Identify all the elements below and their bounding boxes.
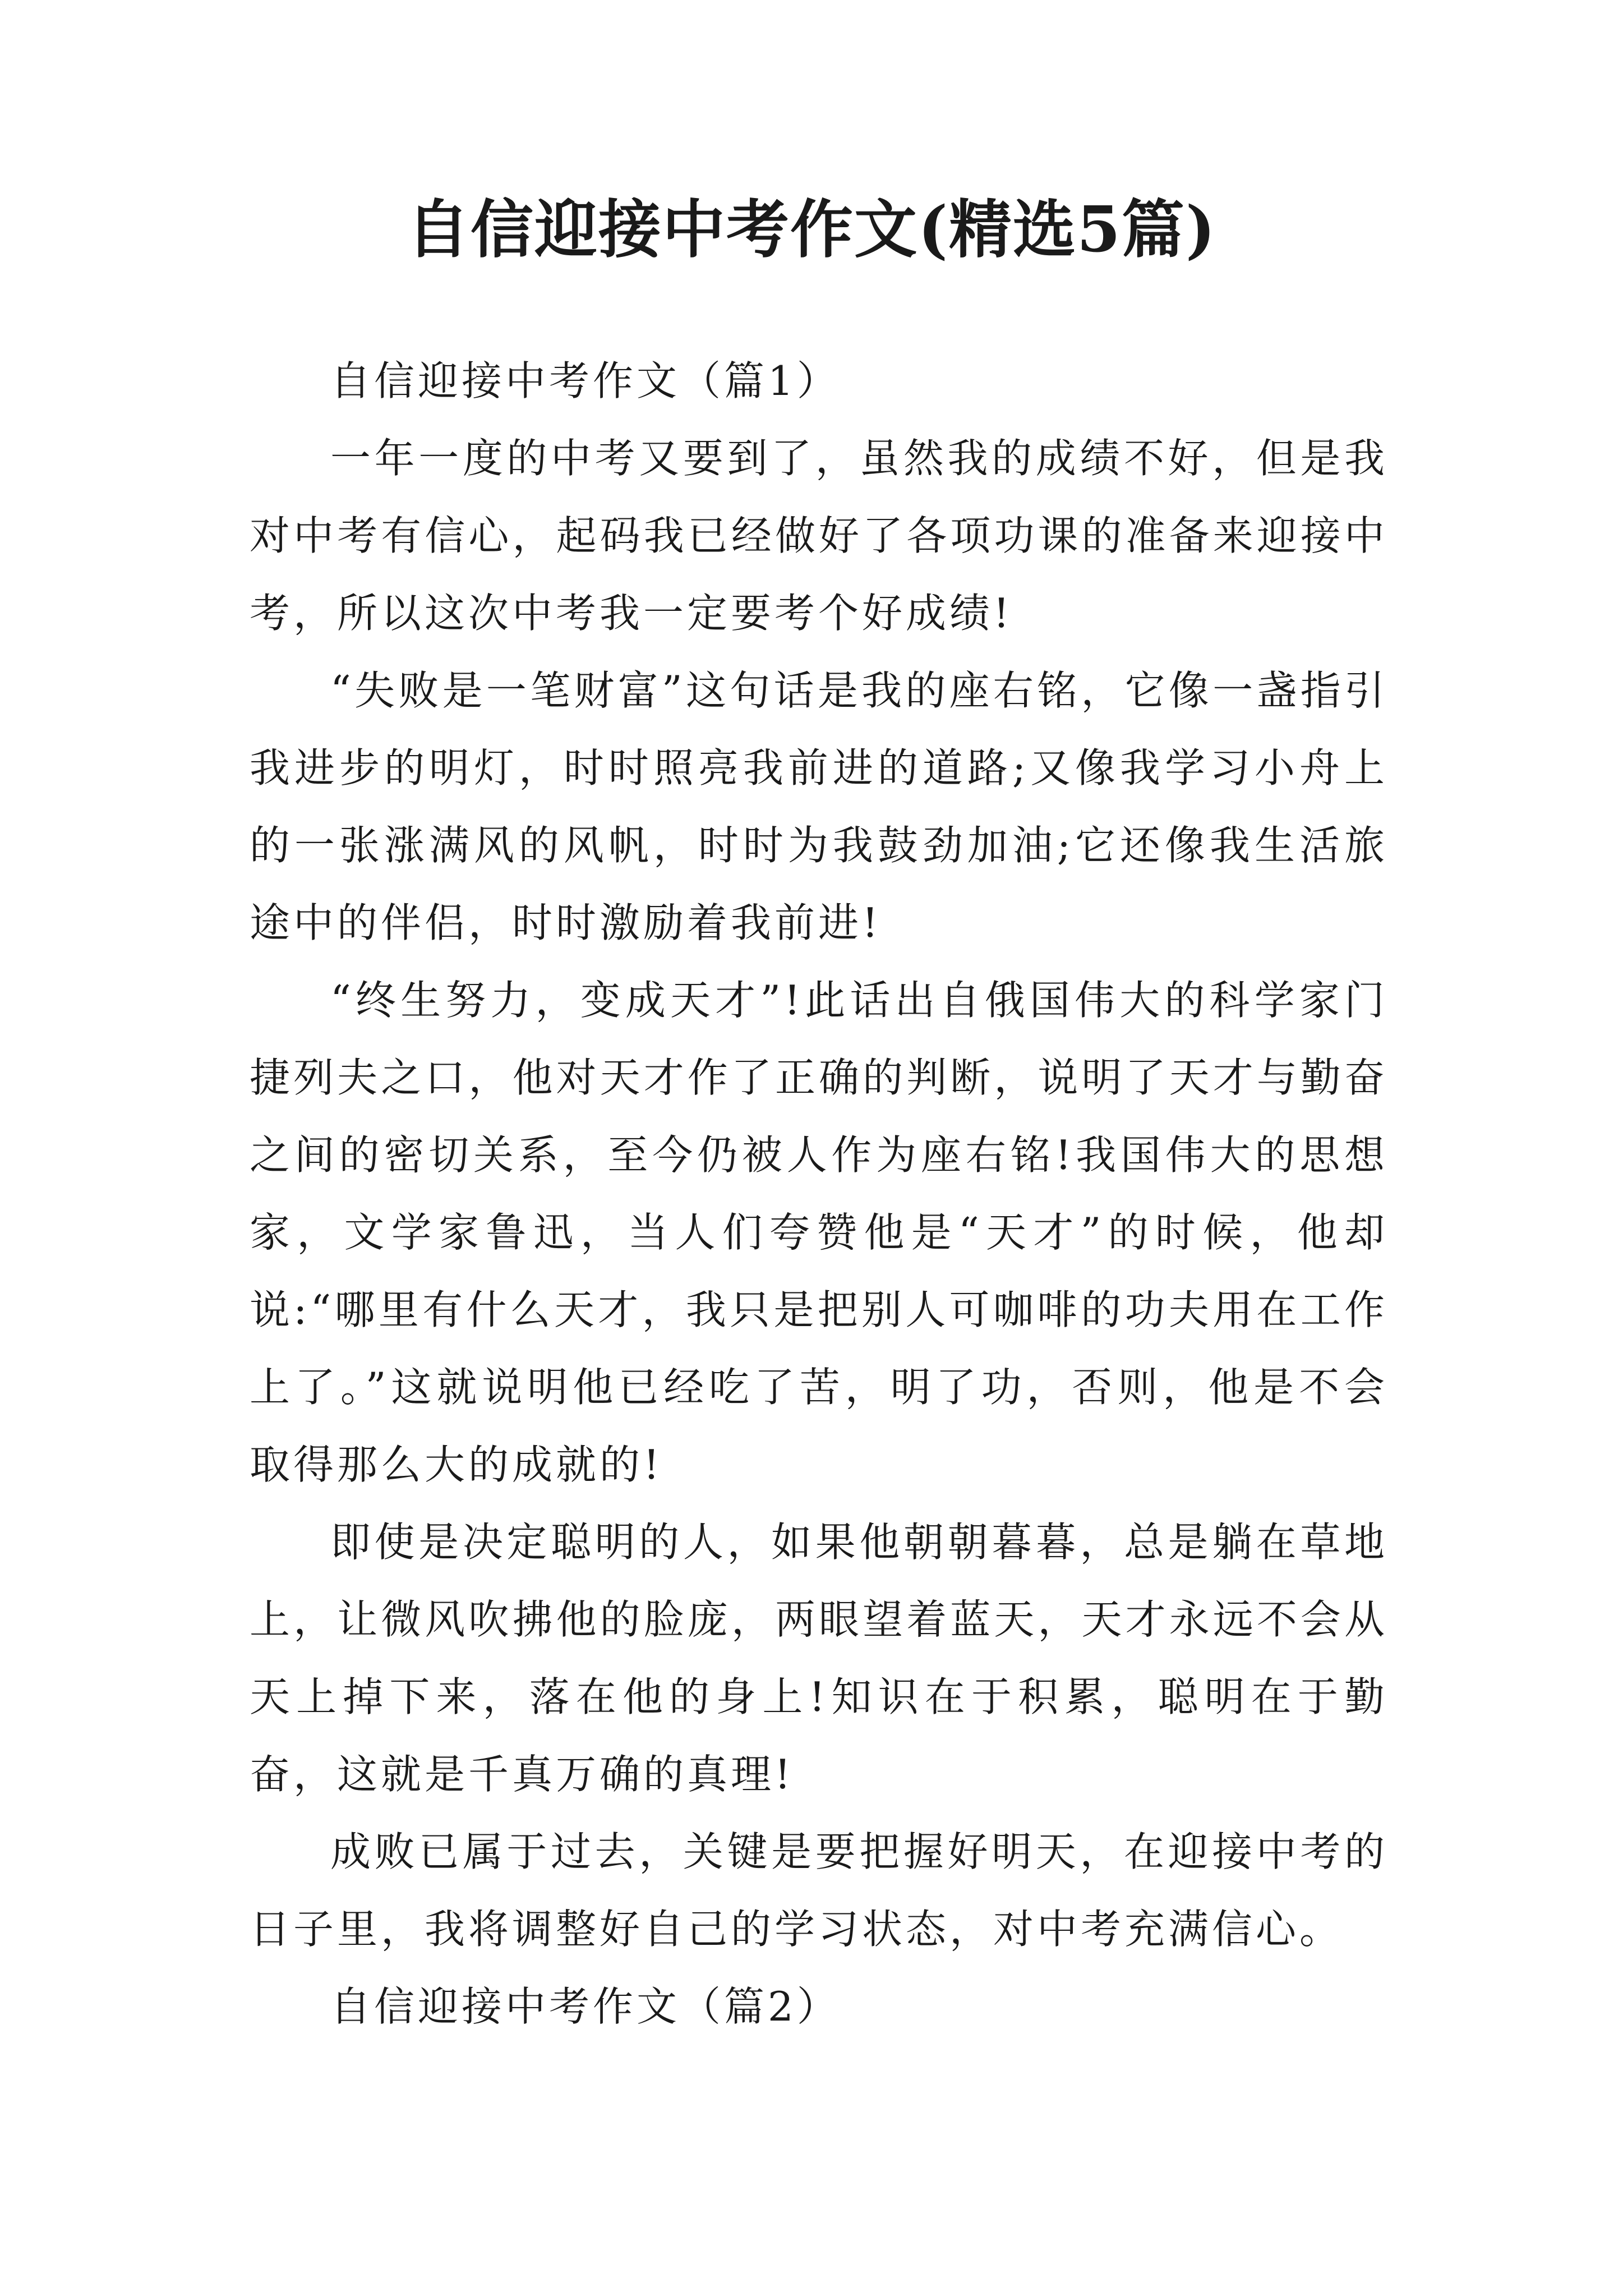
paragraph: 成败已属于过去，关键是要把握好明天，在迎接中考的日子里，我将调整好自己的学习状态，对中考充满信心。	[250, 1828, 1388, 1953]
document-title: 自信迎接中考作文(精选5篇)	[407, 193, 1216, 266]
paragraph: “终生努力，变成天才”!此话出自俄国伟大的科学家门捷列夫之口，他对天才作了正确的判断，说明了天才与勤奋之间的密切关系，至今仍被人作为座右铭!我国伟大的思想家，文学家鲁迅，当人们夸赞他是“天才”的时候，他却说:“哪里有什么天才，我只是把别人可咖啡的功夫用在工作上了。”这就说明他已经吃了苦，明了功，否则，他是不会取得那么大的成就的!	[250, 977, 1388, 1488]
section-heading-2: 自信迎接中考作文（篇2）	[330, 1983, 841, 2030]
paragraph: 一年一度的中考又要到了，虽然我的成绩不好，但是我对中考有信心，起码我已经做好了各项功课的准备来迎接中考，所以这次中考我一定要考个好成绩!	[250, 435, 1388, 637]
document-body	[250, 342, 1388, 2045]
paragraph: 即使是决定聪明的人，如果他朝朝暮暮，总是躺在草地上，让微风吹拂他的脸庞，两眼望着蓝天，天才永远不会从天上掉下来，落在他的身上!知识在于积累，聪明在于勤奋，这就是千真万确的真理!	[250, 1519, 1388, 1798]
paragraph: “失败是一笔财富”这句话是我的座右铭，它像一盏指引我进步的明灯，时时照亮我前进的道路;又像我学习小舟上的一张涨满风的风帆，时时为我鼓劲加油;它还像我生活旅途中的伴侣，时时激励着我前进!	[250, 667, 1388, 946]
section-heading-1: 自信迎接中考作文（篇1）	[330, 357, 841, 404]
